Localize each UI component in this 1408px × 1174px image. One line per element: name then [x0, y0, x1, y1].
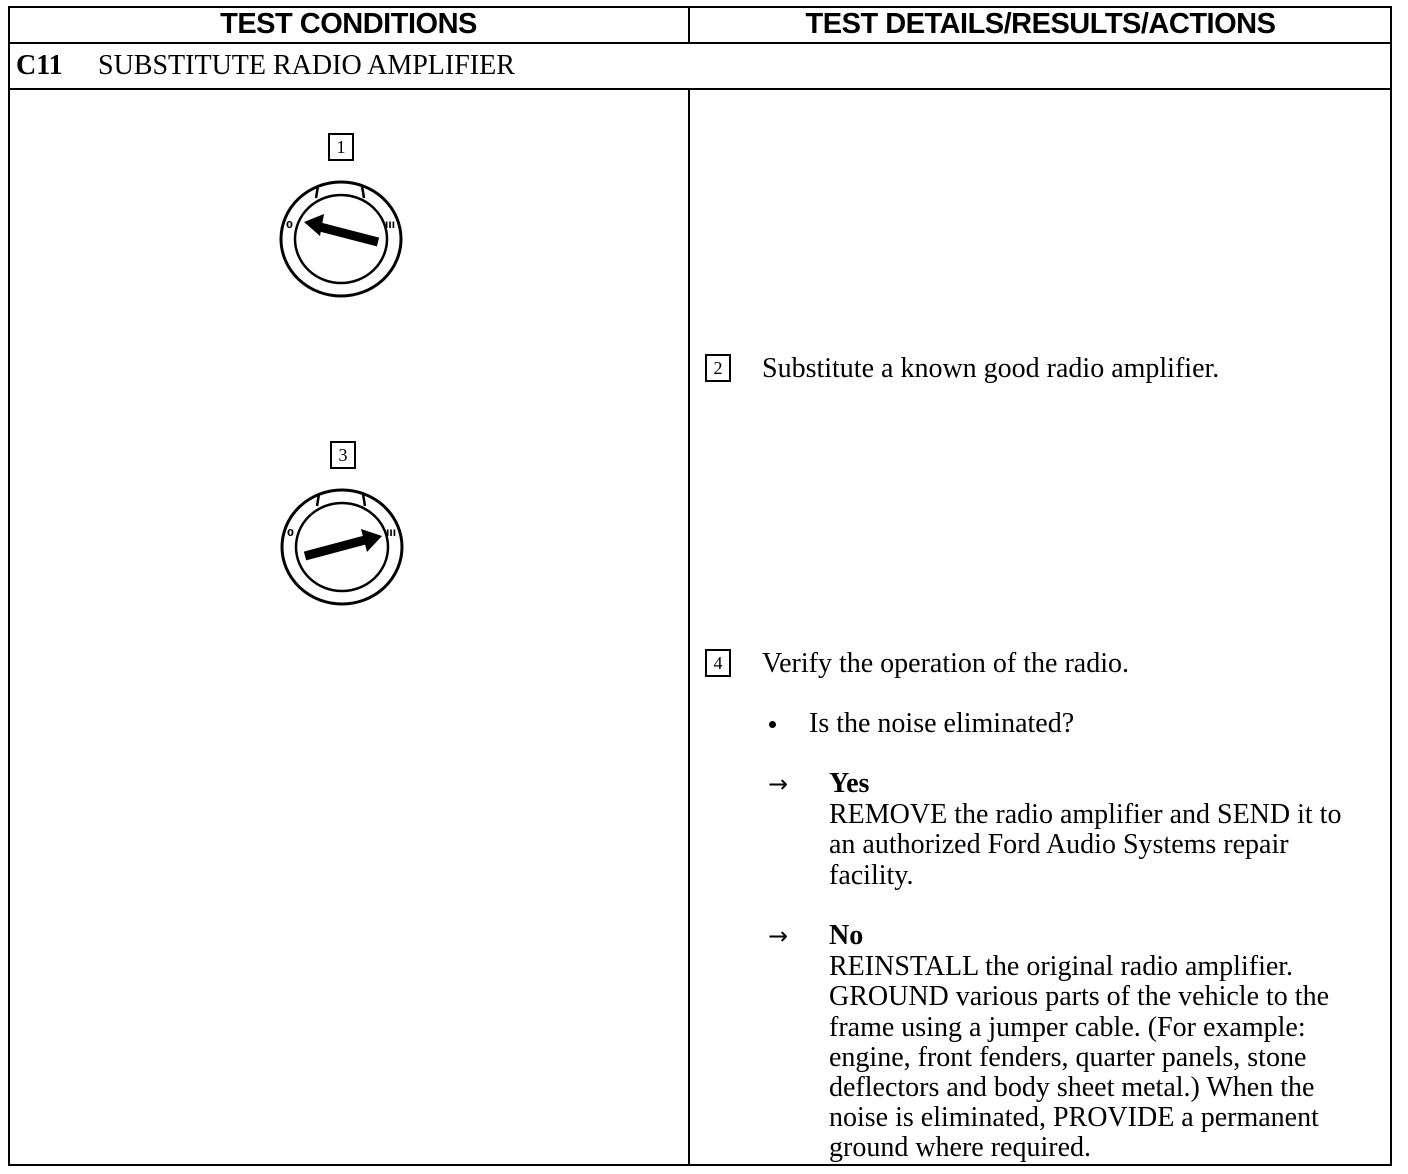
no-label: No [829, 920, 864, 951]
yes-arrow-icon: → [768, 770, 789, 798]
yes-line-3: facility. [829, 860, 914, 891]
no-line-2: GROUND various parts of the vehicle to the [829, 981, 1329, 1012]
section-title: SUBSTITUTE RADIO AMPLIFIER [98, 50, 515, 81]
bullet-icon [769, 721, 776, 728]
svg-text:III: III [386, 529, 397, 539]
ignition-switch-run-icon [279, 486, 405, 608]
svg-text:0: 0 [287, 528, 294, 539]
ignition-switch-off-icon [278, 178, 404, 300]
step-box-1: 1 [328, 133, 354, 161]
svg-text:III: III [385, 221, 396, 231]
no-line-4: engine, front fenders, quarter panels, stone [829, 1042, 1307, 1073]
no-arrow-icon: → [768, 922, 789, 950]
svg-text:0: 0 [286, 220, 293, 231]
no-line-5: deflectors and body sheet metal.) When the [829, 1072, 1315, 1103]
step-4-text: Verify the operation of the radio. [762, 648, 1129, 679]
step-box-4: 4 [705, 649, 731, 677]
yes-line-1: REMOVE the radio amplifier and SEND it to [829, 799, 1342, 830]
step-box-2: 2 [705, 354, 731, 382]
step-2-text: Substitute a known good radio amplifier. [762, 353, 1220, 384]
step-4-question: Is the noise eliminated? [809, 708, 1075, 739]
column-divider [688, 90, 690, 1166]
section-row [8, 44, 1392, 90]
test-conditions-header: TEST CONDITIONS [8, 6, 689, 44]
test-details-header: TEST DETAILS/RESULTS/ACTIONS [689, 6, 1392, 44]
no-line-3: frame using a jumper cable. (For example: [829, 1012, 1306, 1043]
yes-label: Yes [829, 768, 870, 799]
yes-line-2: an authorized Ford Audio Systems repair [829, 829, 1289, 860]
no-line-7: ground where required. [829, 1132, 1092, 1163]
section-code: C11 [16, 50, 63, 81]
no-line-1: REINSTALL the original radio amplifier. [829, 951, 1294, 982]
no-line-6: noise is eliminated, PROVIDE a permanent [829, 1102, 1319, 1133]
step-box-3: 3 [330, 441, 356, 469]
